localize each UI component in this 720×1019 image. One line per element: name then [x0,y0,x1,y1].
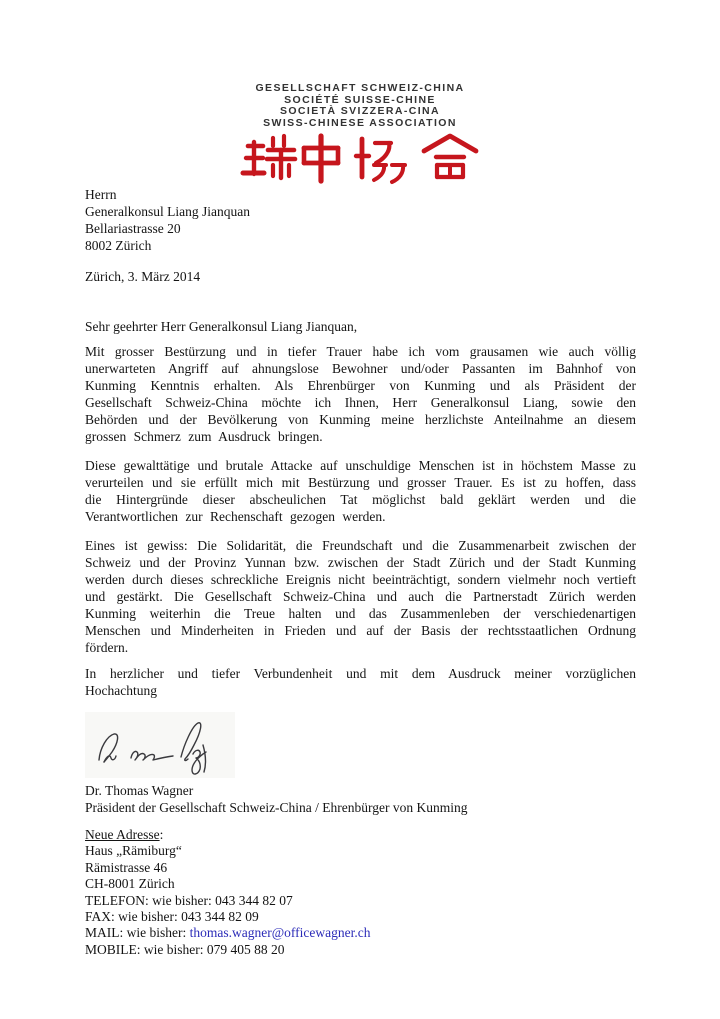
salutation: Sehr geehrter Herr Generalkonsul Liang Jianquan, [85,319,358,334]
org-name-german: GESELLSCHAFT SCHWEIZ-CHINA [255,82,465,94]
address-line: CH-8001 Zürich [85,876,175,892]
letterhead [0,83,720,130]
recipient-line: Bellariastrasse 20 [85,221,181,236]
letter-body [85,318,636,958]
mobile-line: MOBILE: wie bisher: 079 405 88 20 [85,941,285,957]
org-name-italian: SOCIETÀ SVIZZERA-CINA [279,105,441,118]
new-address-block [85,827,636,958]
address-line: Rämistrasse 46 [85,859,168,875]
paragraph-3: Eines ist gewiss: Die Solidarität, die Freundschaft und die Zusammenarbeit zwischen der Schweiz und der Provinz Yunnan bzw. zwischen der Stadt Zürich und der Stadt Kunming werden durch dieses schreckliche Ereignis nicht beeinträchtigt, sondern vielmehr noch vertieft und gestärkt. Die Gesellschaft Schweiz-China und auch die Partnerstadt Zürich werden Kunming weiterhin die Treue halten und das Zusammenleben der verschiedenartigen Menschen und Minderheiten in Frieden und auf der Basis der rechtsstaatlichen Ordnung fördern. [85,538,636,655]
calligraphy-char-zhong [304,136,338,181]
org-name-french: SOCIÉTÉ SUISSE-CHINE [284,93,436,106]
address-line: Haus „Rämiburg“ [85,843,182,859]
signer-name: Dr. Thomas Wagner [85,783,194,798]
handwritten-signature [85,712,235,778]
recipient-address [85,186,250,254]
association-calligraphy-logo [240,130,482,186]
closing-paragraph: In herzlicher und tiefer Verbundenheit und mit dem Ausdruck meiner vorzüglichen Hochachtung [85,666,636,698]
paragraph-1: Mit grosser Bestürzung und in tiefer Trauer habe ich vom grausamen wie auch völlig unerwarteten Angriff auf ahnungslose Bewohner und/oder Passanten im Bahnhof von Kunming Kenntnis erhalten. Als Ehrenbürger von Kunming und als Präsident der Gesellschaft Schweiz-China möchte ich Ihnen, Herr Generalkonsul Liang, sowie den Behörden und der Bevölkerung von Kunming meine herzlichste Anteilnahme an diesem grossen Schmerz zum Ausdruck bringen. [85,344,636,444]
mail-label: MAIL: wie bisher: [85,925,190,941]
new-address-heading: Neue Adresse: [85,827,164,842]
dateline: Zürich, 3. März 2014 [85,269,201,284]
mail-line [85,925,636,941]
calligraphy-char-rui [243,136,295,178]
calligraphy-char-hui [424,136,476,177]
telefon-line: TELEFON: wie bisher: 043 344 82 07 [85,892,293,908]
recipient-line: Generalkonsul Liang Jianquan [85,204,250,219]
signer-title: Präsident der Gesellschaft Schweiz-China / Ehrenbürger von Kunming [85,800,468,815]
calligraphy-char-xie [356,139,405,182]
recipient-line: Herrn [85,187,117,202]
email-link[interactable]: thomas.wagner@officewagner.ch [189,925,371,941]
paragraph-2: Diese gewalttätige und brutale Attacke auf unschuldige Menschen ist in höchstem Masse zu verurteilen und sie erfüllt mich mit Bestürzung und grosser Trauer. Es ist zu hoffen, dass die Hintergründe dieser abscheulichen Tat möglichst bald geklärt werden und die Verantwortlichen zur Rechenschaft gezogen werden. [85,458,636,524]
fax-line: FAX: wie bisher: 043 344 82 09 [85,909,259,925]
org-name-english: SWISS-CHINESE ASSOCIATION [263,117,457,130]
recipient-line: 8002 Zürich [85,238,152,253]
